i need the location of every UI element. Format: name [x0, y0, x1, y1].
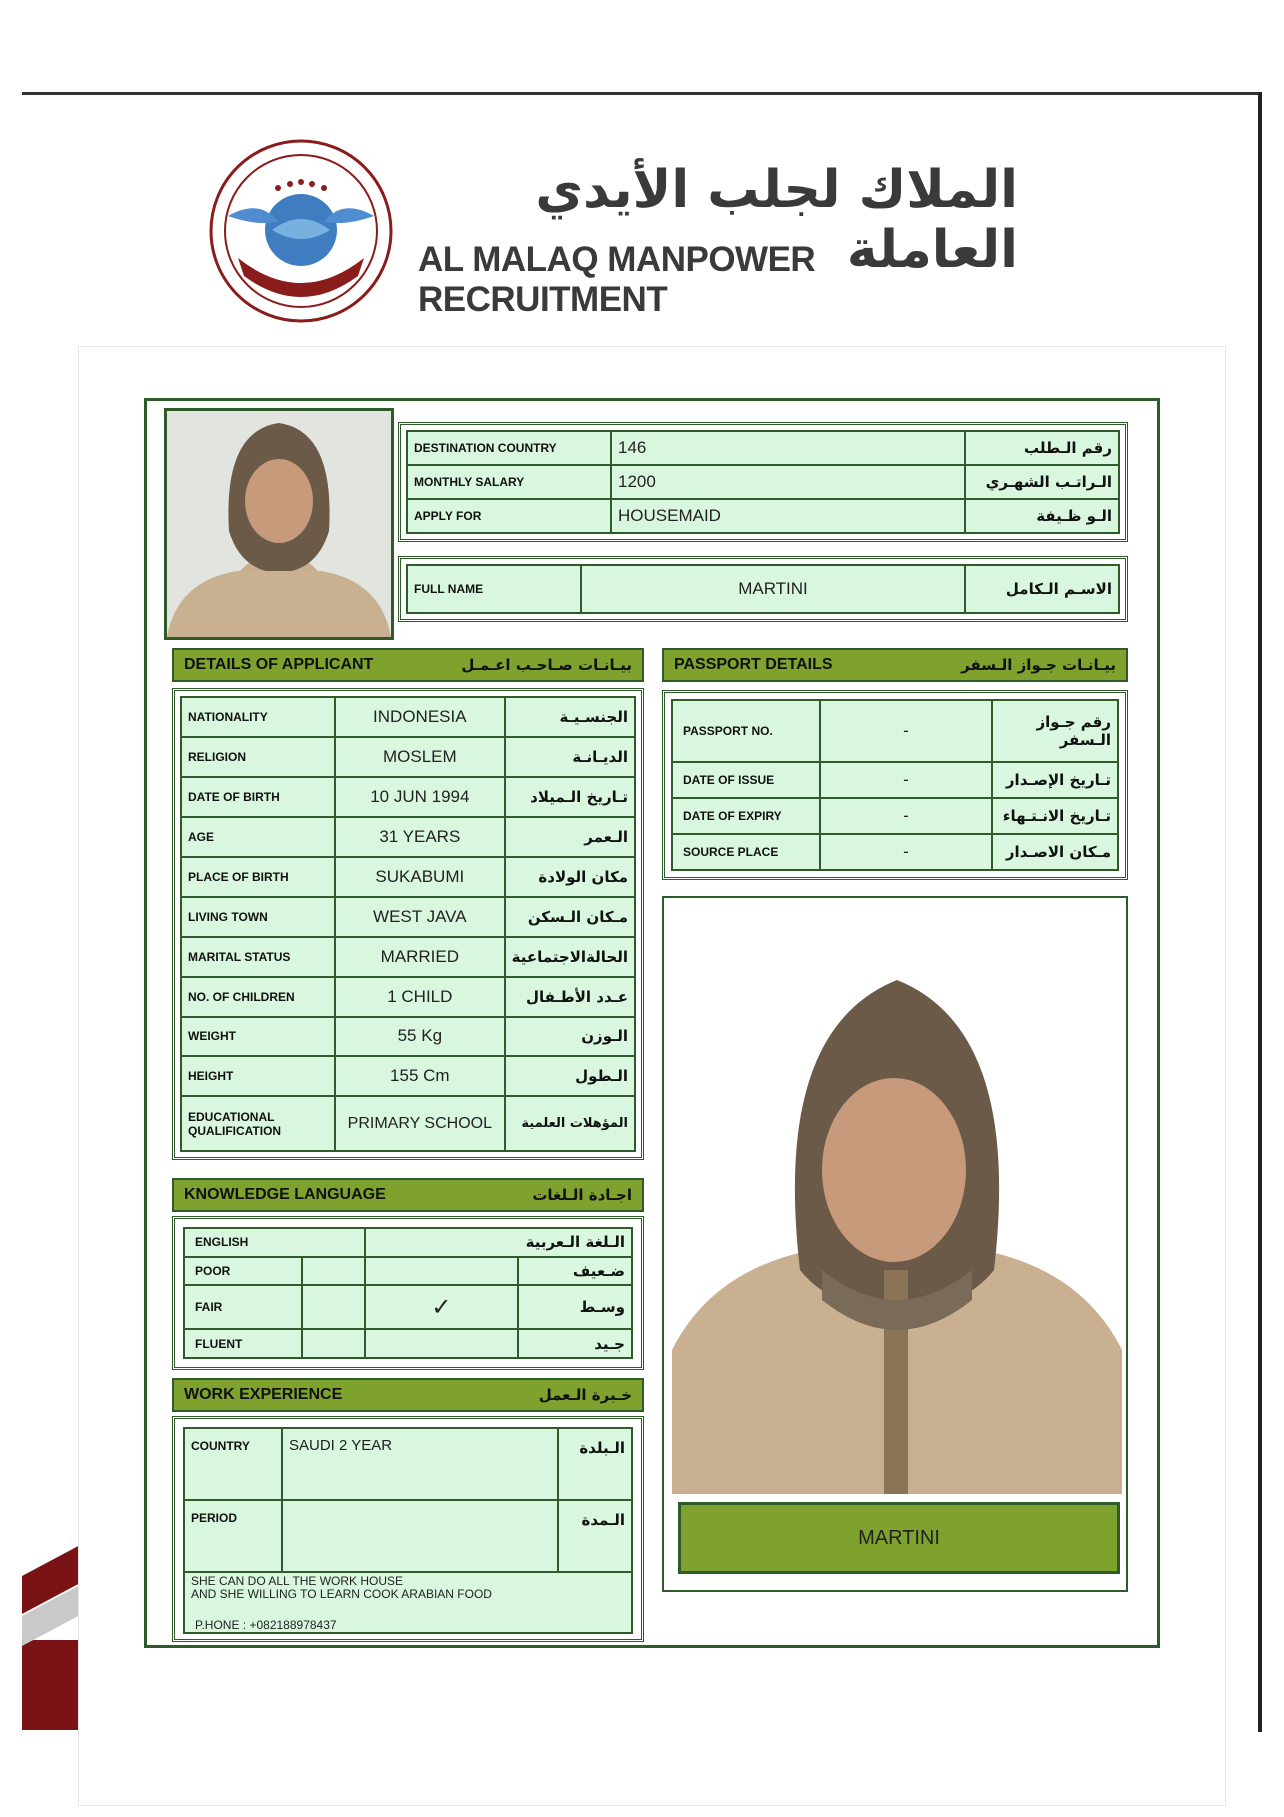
destination-country-value: 146 — [611, 431, 965, 465]
level-poor-label: POOR — [184, 1257, 302, 1286]
applicant-photo-small — [164, 408, 394, 640]
country-value: SAUDI 2 YEAR — [282, 1428, 558, 1500]
table-row — [181, 937, 635, 977]
marital-status-label-ar: الحالةالاجتماعية — [505, 937, 635, 977]
table-row — [407, 565, 1119, 613]
decorative-band — [22, 1640, 82, 1730]
passport-section-title: PASSPORT DETAILS — [674, 656, 833, 673]
period-value — [282, 1500, 558, 1572]
experience-section-title-ar: خـبرة الـعمل — [538, 1386, 632, 1404]
education-label: EDUCATIONAL QUALIFICATION — [181, 1096, 335, 1151]
page-edge-line — [1258, 92, 1262, 1732]
photo-caption-box — [678, 1502, 1120, 1574]
note-line: AND SHE WILLING TO LEARN COOK ARABIAN FOOD — [191, 1587, 492, 1601]
source-place-label-ar: مـكان الاصـدار — [992, 834, 1118, 870]
living-town-label-ar: مـكان الـسكن — [505, 897, 635, 937]
table-row — [672, 700, 1118, 762]
place-of-birth-label: PLACE OF BIRTH — [181, 857, 335, 897]
full-name-label-ar: الاسـم الـكامل — [965, 565, 1119, 613]
height-label: HEIGHT — [181, 1056, 335, 1096]
applicant-details-box — [172, 688, 644, 1160]
height-value: 155 Cm — [335, 1056, 505, 1096]
date-of-birth-label-ar: تـاريخ الـميلاد — [505, 777, 635, 817]
passport-details-box — [662, 690, 1128, 880]
children-value: 1 CHILD — [335, 977, 505, 1017]
table-row — [181, 1096, 635, 1151]
english-fluent-cell — [302, 1329, 365, 1358]
table-row — [184, 1285, 632, 1329]
table-row — [672, 762, 1118, 798]
table-row — [184, 1500, 632, 1572]
full-name-value: MARTINI — [581, 565, 965, 613]
religion-label-ar: الديـانـة — [505, 737, 635, 777]
living-town-label: LIVING TOWN — [181, 897, 335, 937]
height-label-ar: الـطول — [505, 1056, 635, 1096]
weight-label-ar: الـوزن — [505, 1017, 635, 1057]
apply-for-value: HOUSEMAID — [611, 499, 965, 533]
date-of-birth-value: 10 JUN 1994 — [335, 777, 505, 817]
weight-value: 55 Kg — [335, 1017, 505, 1057]
table-row — [184, 1572, 632, 1633]
nationality-label-ar: الجنسـيـة — [505, 697, 635, 737]
passport-no-value: - — [820, 700, 992, 762]
arabic-header: الـلغة الـعربية — [365, 1228, 632, 1257]
education-label-ar: المؤهلات العلمية — [505, 1096, 635, 1151]
date-of-issue-label-ar: تـاريخ الإصـدار — [992, 762, 1118, 798]
applicant-section-header — [172, 648, 644, 682]
period-label: PERIOD — [184, 1500, 282, 1572]
table-row — [181, 737, 635, 777]
checkmark-icon: ✓ — [365, 1285, 518, 1329]
education-value: PRIMARY SCHOOL — [335, 1096, 505, 1151]
full-name-box — [398, 556, 1128, 622]
table-row — [672, 798, 1118, 834]
level-fluent-label-ar: جـيد — [518, 1329, 632, 1358]
monthly-salary-value: 1200 — [611, 465, 965, 499]
language-box — [172, 1216, 644, 1370]
table-row — [181, 777, 635, 817]
table-row — [184, 1228, 632, 1257]
date-of-issue-value: - — [820, 762, 992, 798]
country-label: COUNTRY — [184, 1428, 282, 1500]
company-name-arabic: الملاك لجلب الأيدي العاملة — [535, 160, 1018, 280]
marital-status-value: MARRIED — [335, 937, 505, 977]
level-fluent-label: FLUENT — [184, 1329, 302, 1358]
table-row — [181, 817, 635, 857]
level-fair-label-ar: وسـط — [518, 1285, 632, 1329]
table-row — [181, 857, 635, 897]
experience-section-header — [172, 1378, 644, 1412]
date-of-expiry-value: - — [820, 798, 992, 834]
arabic-fluent-cell — [365, 1329, 518, 1358]
english-poor-cell — [302, 1257, 365, 1286]
experience-notes — [184, 1572, 632, 1633]
destination-country-label: DESTINATION COUNTRY — [407, 431, 611, 465]
applicant-section-title: DETAILS OF APPLICANT — [184, 656, 374, 673]
source-place-label: SOURCE PLACE — [672, 834, 820, 870]
full-name-label: FULL NAME — [407, 565, 581, 613]
age-label: AGE — [181, 817, 335, 857]
passport-section-title-ar: بيـانـات جـواز الـسفر — [961, 656, 1116, 674]
applicant-section-title-ar: بيـانـات صـاحـب اعـمـل — [461, 656, 632, 674]
language-section-title: KNOWLEDGE LANGUAGE — [184, 1186, 386, 1203]
table-row — [181, 1056, 635, 1096]
passport-section-header — [662, 648, 1128, 682]
level-poor-label-ar: ضـعيف — [518, 1257, 632, 1286]
arabic-poor-cell — [365, 1257, 518, 1286]
company-name-english: AL MALAQ MANPOWER RECRUITMENT — [418, 240, 816, 319]
english-header: ENGLISH — [184, 1228, 365, 1257]
date-of-birth-label: DATE OF BIRTH — [181, 777, 335, 817]
table-row — [184, 1329, 632, 1358]
marital-status-label: MARITAL STATUS — [181, 937, 335, 977]
experience-box — [172, 1416, 644, 1642]
children-label-ar: عـدد الأطـفال — [505, 977, 635, 1017]
living-town-value: WEST JAVA — [335, 897, 505, 937]
table-row — [672, 834, 1118, 870]
photo-caption: MARTINI — [858, 1526, 940, 1549]
monthly-salary-label: MONTHLY SALARY — [407, 465, 611, 499]
experience-section-title: WORK EXPERIENCE — [184, 1386, 343, 1403]
nationality-value: INDONESIA — [335, 697, 505, 737]
country-label-ar: الـبلدة — [558, 1428, 632, 1500]
note-line: SHE CAN DO ALL THE WORK HOUSE — [191, 1574, 404, 1588]
destination-country-label-ar: رقم الـطلب — [965, 431, 1119, 465]
table-row — [181, 977, 635, 1017]
religion-value: MOSLEM — [335, 737, 505, 777]
table-row — [181, 897, 635, 937]
date-of-expiry-label: DATE OF EXPIRY — [672, 798, 820, 834]
table-row — [181, 697, 635, 737]
age-label-ar: الـعمر — [505, 817, 635, 857]
table-row — [184, 1428, 632, 1500]
weight-label: WEIGHT — [181, 1017, 335, 1057]
age-value: 31 YEARS — [335, 817, 505, 857]
phone-text: P.HONE : +082188978437 — [195, 1618, 337, 1632]
level-fair-label: FAIR — [184, 1285, 302, 1329]
language-section-title-ar: اجـادة الـلغات — [532, 1186, 632, 1204]
apply-for-label: APPLY FOR — [407, 499, 611, 533]
children-label: NO. OF CHILDREN — [181, 977, 335, 1017]
english-fair-cell — [302, 1285, 365, 1329]
date-of-issue-label: DATE OF ISSUE — [672, 762, 820, 798]
source-place-value: - — [820, 834, 992, 870]
place-of-birth-value: SUKABUMI — [335, 857, 505, 897]
religion-label: RELIGION — [181, 737, 335, 777]
place-of-birth-label-ar: مكان الولادة — [505, 857, 635, 897]
passport-no-label: PASSPORT NO. — [672, 700, 820, 762]
table-row — [407, 465, 1119, 499]
language-section-header — [172, 1178, 644, 1212]
date-of-expiry-label-ar: تـاريخ الانـتـهاء — [992, 798, 1118, 834]
job-info-box — [398, 422, 1128, 542]
passport-no-label-ar: رقم جـواز الـسفر — [992, 700, 1118, 762]
table-row — [181, 1017, 635, 1057]
monthly-salary-label-ar: الـراتـب الشهـري — [965, 465, 1119, 499]
applicant-photo-large — [672, 970, 1122, 1494]
period-label-ar: الـمدة — [558, 1500, 632, 1572]
table-row — [407, 499, 1119, 533]
table-row — [407, 431, 1119, 465]
company-logo — [208, 138, 394, 324]
header-rule — [22, 92, 1262, 95]
table-row — [184, 1257, 632, 1286]
apply-for-label-ar: الـو ظـيفة — [965, 499, 1119, 533]
nationality-label: NATIONALITY — [181, 697, 335, 737]
